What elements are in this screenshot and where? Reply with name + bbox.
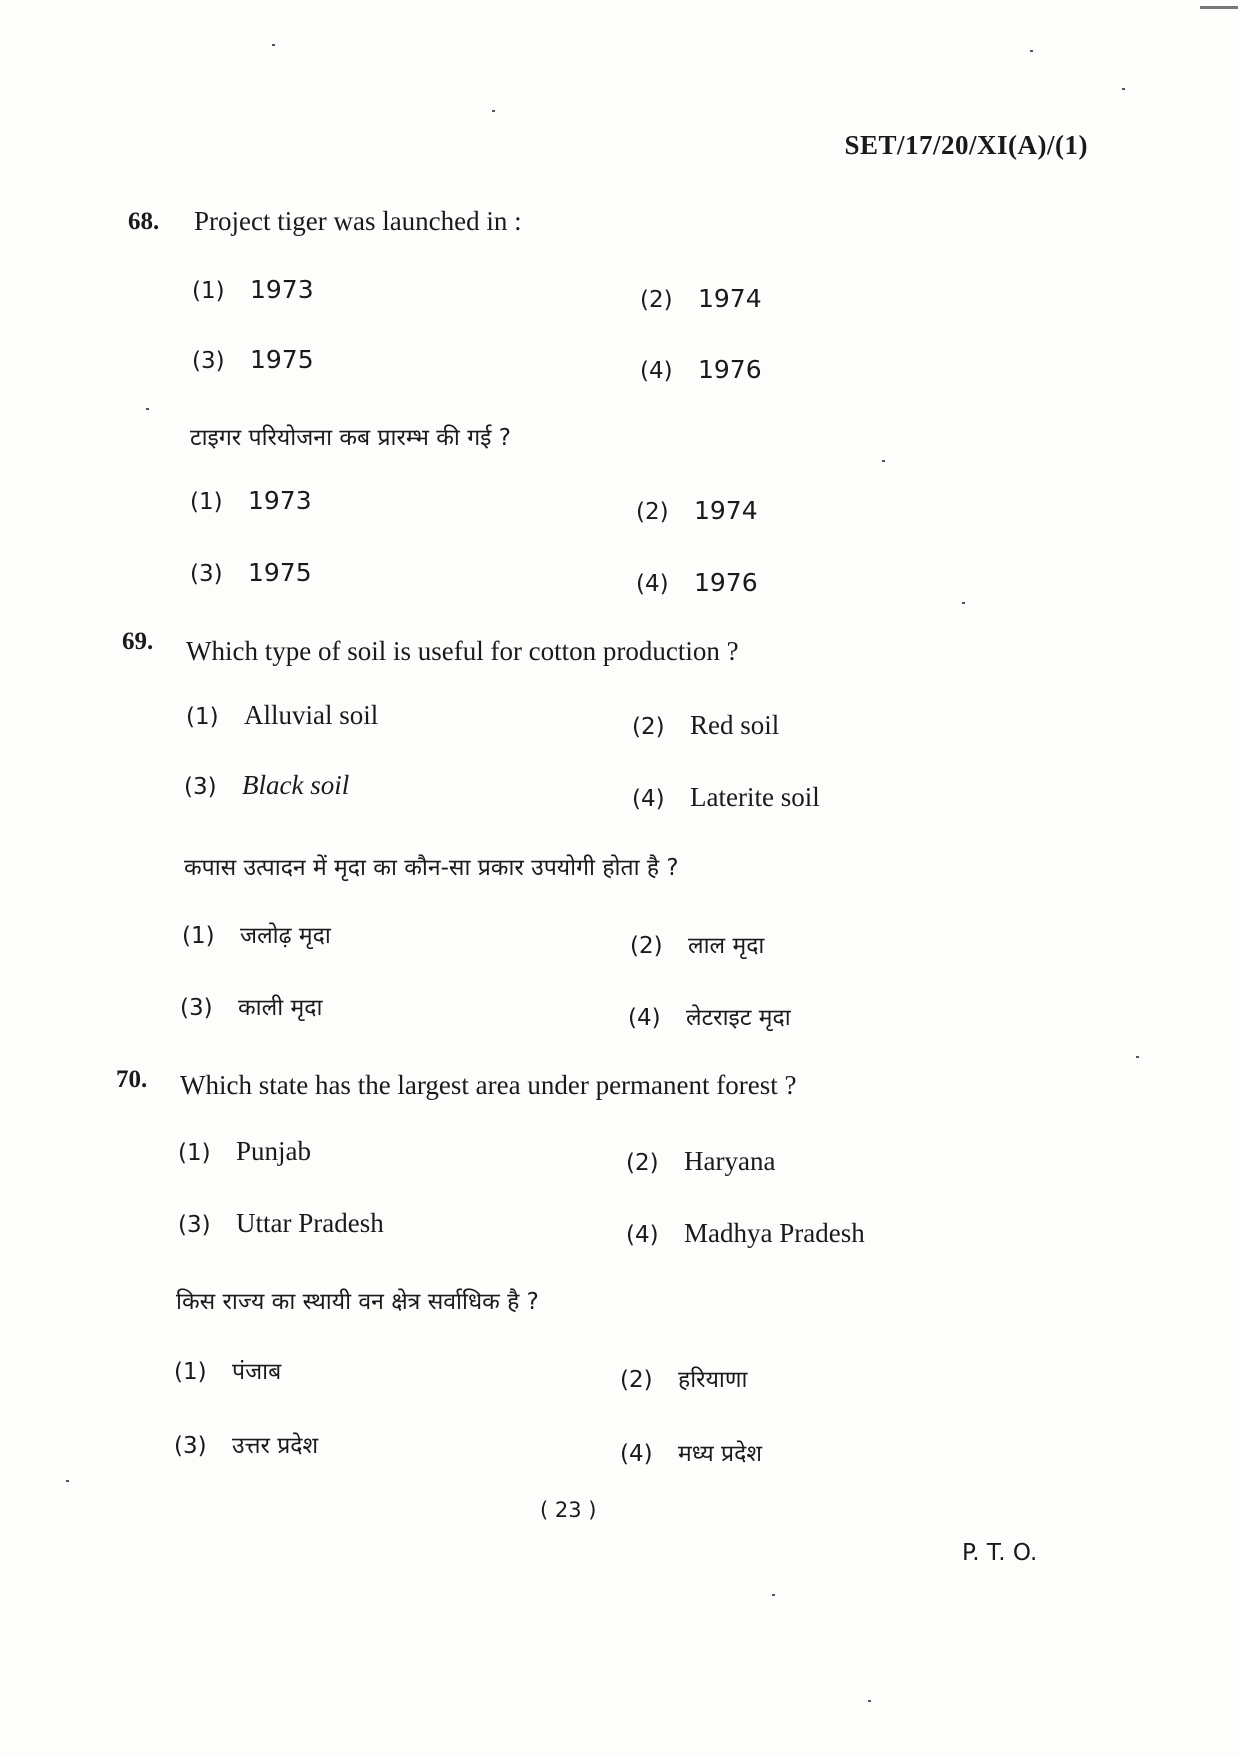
option-number: (4) <box>628 1005 661 1031</box>
question-number: 68. <box>128 208 160 235</box>
option-number: (1) <box>186 704 219 730</box>
option-4 <box>626 1218 865 1249</box>
option-text: Uttar Pradesh <box>236 1208 384 1238</box>
question-number: 70. <box>116 1066 148 1093</box>
option-number: (4) <box>636 571 669 597</box>
option-number: (2) <box>636 499 669 525</box>
option-number: (2) <box>620 1367 653 1393</box>
question-number: 69. <box>122 628 154 655</box>
option-4 <box>636 568 758 597</box>
option-4 <box>620 1436 762 1468</box>
option-text: Laterite soil <box>690 782 820 812</box>
option-3 <box>178 1208 384 1239</box>
question-text-hindi: टाइगर परियोजना कब प्रारम्भ की गई ? <box>190 425 511 451</box>
scan-speck <box>1030 50 1033 52</box>
option-4 <box>632 782 820 813</box>
option-text: 1975 <box>250 345 314 374</box>
option-number: (3) <box>184 774 217 800</box>
option-text: 1976 <box>694 568 758 597</box>
option-number: (4) <box>626 1222 659 1248</box>
option-number: (2) <box>630 933 663 959</box>
option-text: Haryana <box>684 1146 776 1176</box>
option-1 <box>182 918 331 950</box>
option-text: 1975 <box>248 558 312 587</box>
option-number: (1) <box>178 1140 211 1166</box>
option-text: 1973 <box>248 486 312 515</box>
option-text: Red soil <box>690 710 780 740</box>
scan-speck <box>962 602 965 604</box>
option-1 <box>178 1136 311 1167</box>
scan-speck <box>146 408 149 410</box>
scan-speck <box>882 460 885 462</box>
scan-speck <box>492 110 495 112</box>
page-number: ( 23 ) <box>540 1498 597 1522</box>
option-number: (1) <box>190 489 223 515</box>
option-1 <box>192 275 314 304</box>
question-text-english: Which type of soil is useful for cotton production ? <box>186 636 739 666</box>
option-text: Black soil <box>242 770 350 800</box>
option-2 <box>620 1362 747 1394</box>
option-3 <box>174 1428 318 1460</box>
scan-speck <box>66 1480 69 1482</box>
pto-label: P. T. O. <box>962 1540 1038 1566</box>
option-2 <box>640 284 762 313</box>
scan-speck <box>772 1594 775 1596</box>
paper-code: SET/17/20/XI(A)/(1) <box>844 130 1088 160</box>
option-text: लेटराइट मृदा <box>686 1005 791 1031</box>
scan-speck <box>272 44 275 46</box>
option-2 <box>636 496 758 525</box>
option-number: (3) <box>178 1212 211 1238</box>
option-1 <box>174 1354 281 1386</box>
option-3 <box>192 345 314 374</box>
option-number: (3) <box>174 1433 207 1459</box>
question-text-english: Which state has the largest area under permanent forest ? <box>180 1070 797 1100</box>
option-number: (3) <box>192 348 225 374</box>
option-text: 1973 <box>250 275 314 304</box>
option-text: जलोढ़ मृदा <box>240 923 331 949</box>
option-3 <box>180 990 322 1022</box>
scan-speck <box>1136 1056 1139 1058</box>
option-4 <box>640 355 762 384</box>
option-number: (1) <box>182 923 215 949</box>
question-text-english: Project tiger was launched in : <box>194 206 522 236</box>
option-text: 1974 <box>698 284 762 313</box>
option-text: पंजाब <box>232 1359 282 1385</box>
option-3 <box>184 770 349 801</box>
option-text: लाल मृदा <box>688 933 765 959</box>
option-4 <box>628 1000 791 1032</box>
scan-speck <box>868 1700 871 1702</box>
option-number: (2) <box>632 714 665 740</box>
option-text: उत्तर प्रदेश <box>232 1433 319 1459</box>
option-number: (4) <box>632 786 665 812</box>
option-text: 1974 <box>694 496 758 525</box>
question-text-hindi: कपास उत्पादन में मृदा का कौन-सा प्रकार उपयोगी होता है ? <box>184 855 679 881</box>
option-2 <box>626 1146 775 1177</box>
option-number: (1) <box>174 1359 207 1385</box>
option-number: (4) <box>620 1441 653 1467</box>
option-number: (1) <box>192 278 225 304</box>
option-number: (3) <box>190 561 223 587</box>
option-text: Alluvial soil <box>244 700 379 730</box>
option-2 <box>632 710 779 741</box>
option-number: (4) <box>640 358 673 384</box>
question-text-hindi: किस राज्य का स्थायी वन क्षेत्र सर्वाधिक है ? <box>176 1289 539 1315</box>
option-text: Punjab <box>236 1136 312 1166</box>
option-number: (2) <box>640 287 673 313</box>
option-number: (3) <box>180 995 213 1021</box>
option-number: (2) <box>626 1150 659 1176</box>
scan-edge-mark <box>1200 6 1238 9</box>
option-2 <box>630 928 764 960</box>
option-text: 1976 <box>698 355 762 384</box>
scan-speck <box>1122 88 1125 90</box>
option-text: हरियाणा <box>678 1367 748 1393</box>
option-text: Madhya Pradesh <box>684 1218 865 1248</box>
option-text: मध्य प्रदेश <box>678 1441 762 1467</box>
option-3 <box>190 558 312 587</box>
option-1 <box>190 486 312 515</box>
option-1 <box>186 700 378 731</box>
option-text: काली मृदा <box>238 995 323 1021</box>
